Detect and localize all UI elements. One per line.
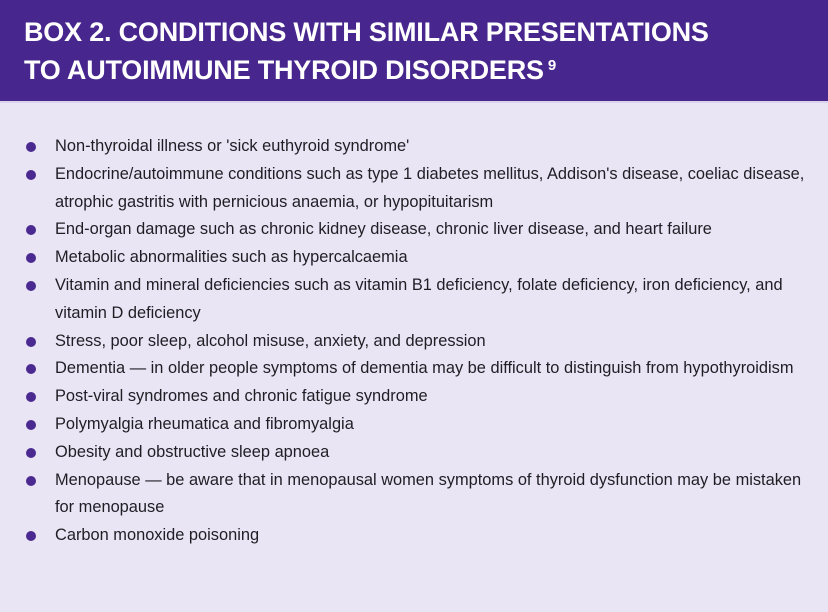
bullet-icon	[26, 476, 36, 486]
bullet-icon	[26, 392, 36, 402]
bullet-icon	[26, 281, 36, 291]
list-item-text: Metabolic abnormalities such as hypercalcaemia	[55, 248, 408, 267]
box-header	[0, 0, 828, 103]
list-item-text: Polymyalgia rheumatica and fibromyalgia	[55, 414, 354, 433]
bullet-icon	[26, 170, 36, 180]
list-item-text: Carbon monoxide poisoning	[55, 526, 260, 545]
bullet-icon	[26, 420, 36, 430]
bullet-icon	[26, 253, 36, 263]
list-item-text: Dementia — in older people symptoms of dementia may be difficult to distinguish from hypothyroidism	[55, 359, 794, 378]
list-item-text: Menopause — be aware that in menopausal women symptoms of thyroid dysfunction may be mistaken for menopause	[55, 470, 802, 517]
bullet-icon	[26, 531, 36, 541]
box-title-line-1: BOX 2. CONDITIONS WITH SIMILAR PRESENTATIONS	[24, 17, 709, 47]
box-title-text-2: TO AUTOIMMUNE THYROID DISORDERS	[24, 55, 544, 85]
list-item-text: Vitamin and mineral deficiencies such as vitamin B1 deficiency, folate deficiency, iron deficiency, and vitamin D deficiency	[55, 275, 783, 322]
list-item	[0, 133, 828, 161]
bullet-icon	[26, 225, 36, 235]
list-item	[0, 355, 828, 383]
bullet-icon	[26, 337, 36, 347]
bullet-icon	[26, 142, 36, 152]
list-item	[0, 411, 828, 439]
bullet-icon	[26, 448, 36, 458]
reference-number: 9	[547, 57, 556, 74]
list-item	[0, 522, 828, 550]
box-title-line-2	[24, 54, 556, 86]
list-item	[0, 328, 828, 356]
list-item	[0, 216, 828, 244]
bullet-icon	[26, 364, 36, 374]
list-item	[0, 161, 828, 217]
list-item-text: End-organ damage such as chronic kidney disease, chronic liver disease, and heart failure	[55, 220, 712, 239]
list-item-text: Post-viral syndromes and chronic fatigue syndrome	[55, 387, 428, 406]
list-item	[0, 272, 828, 328]
list-item	[0, 439, 828, 467]
conditions-list	[0, 133, 828, 550]
list-item	[0, 244, 828, 272]
list-item-text: Non-thyroidal illness or 'sick euthyroid syndrome'	[55, 137, 410, 155]
list-item-text: Obesity and obstructive sleep apnoea	[55, 442, 330, 461]
list-item-text: Endocrine/autoimmune conditions such as type 1 diabetes mellitus, Addison's disease, coeliac disease, atrophic gastritis with pernicious anaemia, or hypopituitarism	[55, 164, 805, 211]
list-item	[0, 383, 828, 411]
list-item-text: Stress, poor sleep, alcohol misuse, anxiety, and depression	[55, 331, 486, 350]
list-item	[0, 467, 828, 523]
